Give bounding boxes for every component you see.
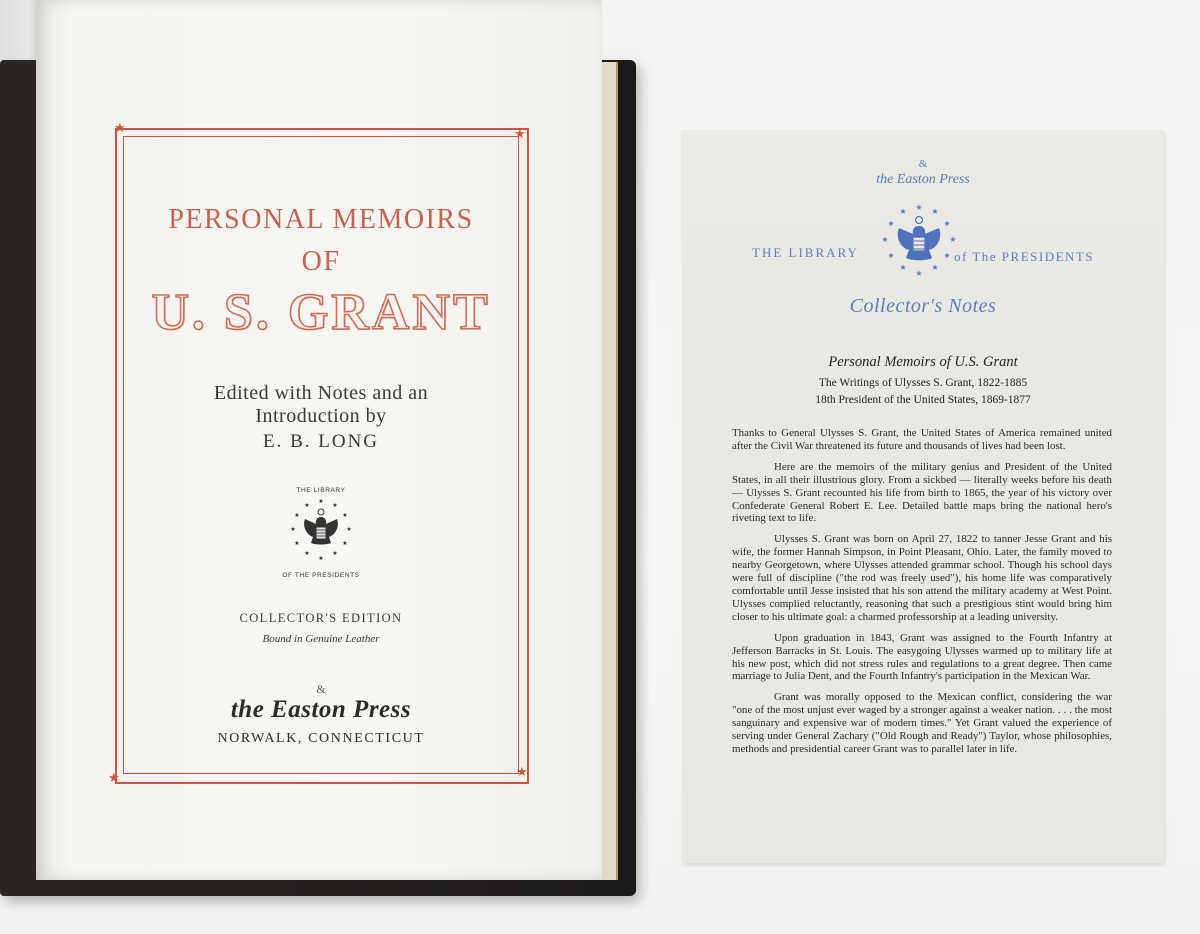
svg-text:★: ★ xyxy=(943,219,951,228)
svg-text:★: ★ xyxy=(915,269,923,278)
svg-text:★: ★ xyxy=(304,550,310,557)
svg-text:★: ★ xyxy=(931,207,939,216)
card-paragraph: Ulysses S. Grant was born on April 27, 1822 to tanner Jesse Grant and his wife, the former Hannah Simpson, in Point Pleasant, Ohio. Later, the family moved to nearby Georgetown, where Ulysses attended grammar school. Though his school days were full of discipline ("the rod was freely used"), his home life was comparatively comfortable until Jesse insisted that his son attend the military academy at West Point. Ulysses complied reluctantly, reasoning that such a prestigious stint would bring him closer to his ultimate goal: a charmed professorship at a leading university. xyxy=(732,533,1112,623)
collectors-notes-card xyxy=(682,130,1164,863)
svg-text:★: ★ xyxy=(887,219,895,228)
publisher-city: NORWALK, CONNECTICUT xyxy=(217,731,425,746)
svg-text:★: ★ xyxy=(931,263,939,272)
svg-text:★: ★ xyxy=(294,512,300,519)
svg-text:★: ★ xyxy=(294,540,300,547)
svg-text:★: ★ xyxy=(346,526,352,533)
svg-text:★: ★ xyxy=(332,502,338,509)
publisher-name: the Easton Press xyxy=(230,696,412,723)
card-paragraph: Thanks to General Ulysses S. Grant, the United States of America remained united after the Civil War threatened its future and thousands of lives had been lost. xyxy=(732,427,1112,452)
book-subtitle-line-1: Edited with Notes and an xyxy=(213,382,429,404)
edition-label: COLLECTOR'S EDITION xyxy=(239,611,403,625)
card-body-text xyxy=(732,427,1112,764)
card-paragraph: Upon graduation in 1843, Grant was assigned to the Fourth Infantry at Jefferson Barracks in St. Louis. The easygoing Ulysses warmed up to military life at his new post, which did not stress rules and regulations to a great degree. Then came marriage to Julia Dent, and the Fourth Infantry's participation in the Mexican War. xyxy=(732,631,1112,683)
card-subtitle-line-1: The Writings of Ulysses S. Grant, 1822-1885 xyxy=(818,377,1028,389)
svg-text:★: ★ xyxy=(915,203,923,212)
corner-star-icon: ★ xyxy=(516,765,528,780)
binding-label: Bound in Genuine Leather xyxy=(262,633,380,645)
seal-top-label: THE LIBRARY xyxy=(296,487,346,494)
presidential-seal-icon xyxy=(875,202,963,284)
card-paragraph: Here are the memoirs of the military genius and President of the United States, in all their illustrious glory. From a sickbed — literally weeks before his death — Ulysses S. Grant recounted his life from birth to 1865, the year of his victory over Confederate General Robert E. Lee. Detailed battle maps bring the national hero's riveting text to life. xyxy=(732,460,1112,525)
svg-text:★: ★ xyxy=(290,526,296,533)
svg-text:★: ★ xyxy=(342,540,348,547)
book-title-line-1: PERSONAL MEMOIRS xyxy=(168,204,474,235)
book-subtitle-line-2: Introduction by xyxy=(255,405,387,427)
svg-text:★: ★ xyxy=(342,512,348,519)
book-editor-name: E. B. LONG xyxy=(262,431,380,452)
svg-text:★: ★ xyxy=(881,235,889,244)
book-title-line-2: OF xyxy=(301,246,341,277)
card-paragraph: Grant was morally opposed to the Mexican conflict, considering the war "one of the most unjust ever waged by a stronger against a weaker nation. . . . the most sanguinary and expensive war of modern times." Yet Grant valued the experience of serving under General Zachary ("Old Rough and Ready") Taylor, whose philosophies, methods and presidential career Grant was to parallel later in life. xyxy=(732,691,1112,755)
svg-text:★: ★ xyxy=(943,251,951,260)
card-library-label-left: THE LIBRARY xyxy=(752,245,859,260)
presidential-seal-icon xyxy=(285,497,357,569)
card-publisher-name: the Easton Press xyxy=(876,172,970,187)
svg-text:★: ★ xyxy=(332,550,338,557)
card-library-label-right: of The PRESIDENTS xyxy=(954,249,1095,264)
card-notes-heading: Collector's Notes xyxy=(849,295,997,317)
svg-text:★: ★ xyxy=(899,263,907,272)
card-subtitle-line-2: 18th President of the United States, 1869-1877 xyxy=(815,394,1031,406)
seal-bottom-label: OF THE PRESIDENTS xyxy=(282,572,360,579)
book-title-name: U. S. GRANT xyxy=(151,284,491,341)
corner-star-icon: ★ xyxy=(514,127,526,142)
svg-text:★: ★ xyxy=(318,555,324,562)
svg-text:★: ★ xyxy=(949,235,957,244)
corner-star-icon: ★ xyxy=(108,771,120,786)
card-ampersand-mark: & xyxy=(918,158,928,170)
svg-text:★: ★ xyxy=(304,502,310,509)
publisher-ampersand-mark: & xyxy=(316,682,326,696)
svg-text:★: ★ xyxy=(318,498,324,505)
card-book-title: Personal Memoirs of U.S. Grant xyxy=(828,354,1018,370)
svg-text:★: ★ xyxy=(899,207,907,216)
corner-star-icon: ★ xyxy=(114,121,126,136)
svg-text:★: ★ xyxy=(887,251,895,260)
